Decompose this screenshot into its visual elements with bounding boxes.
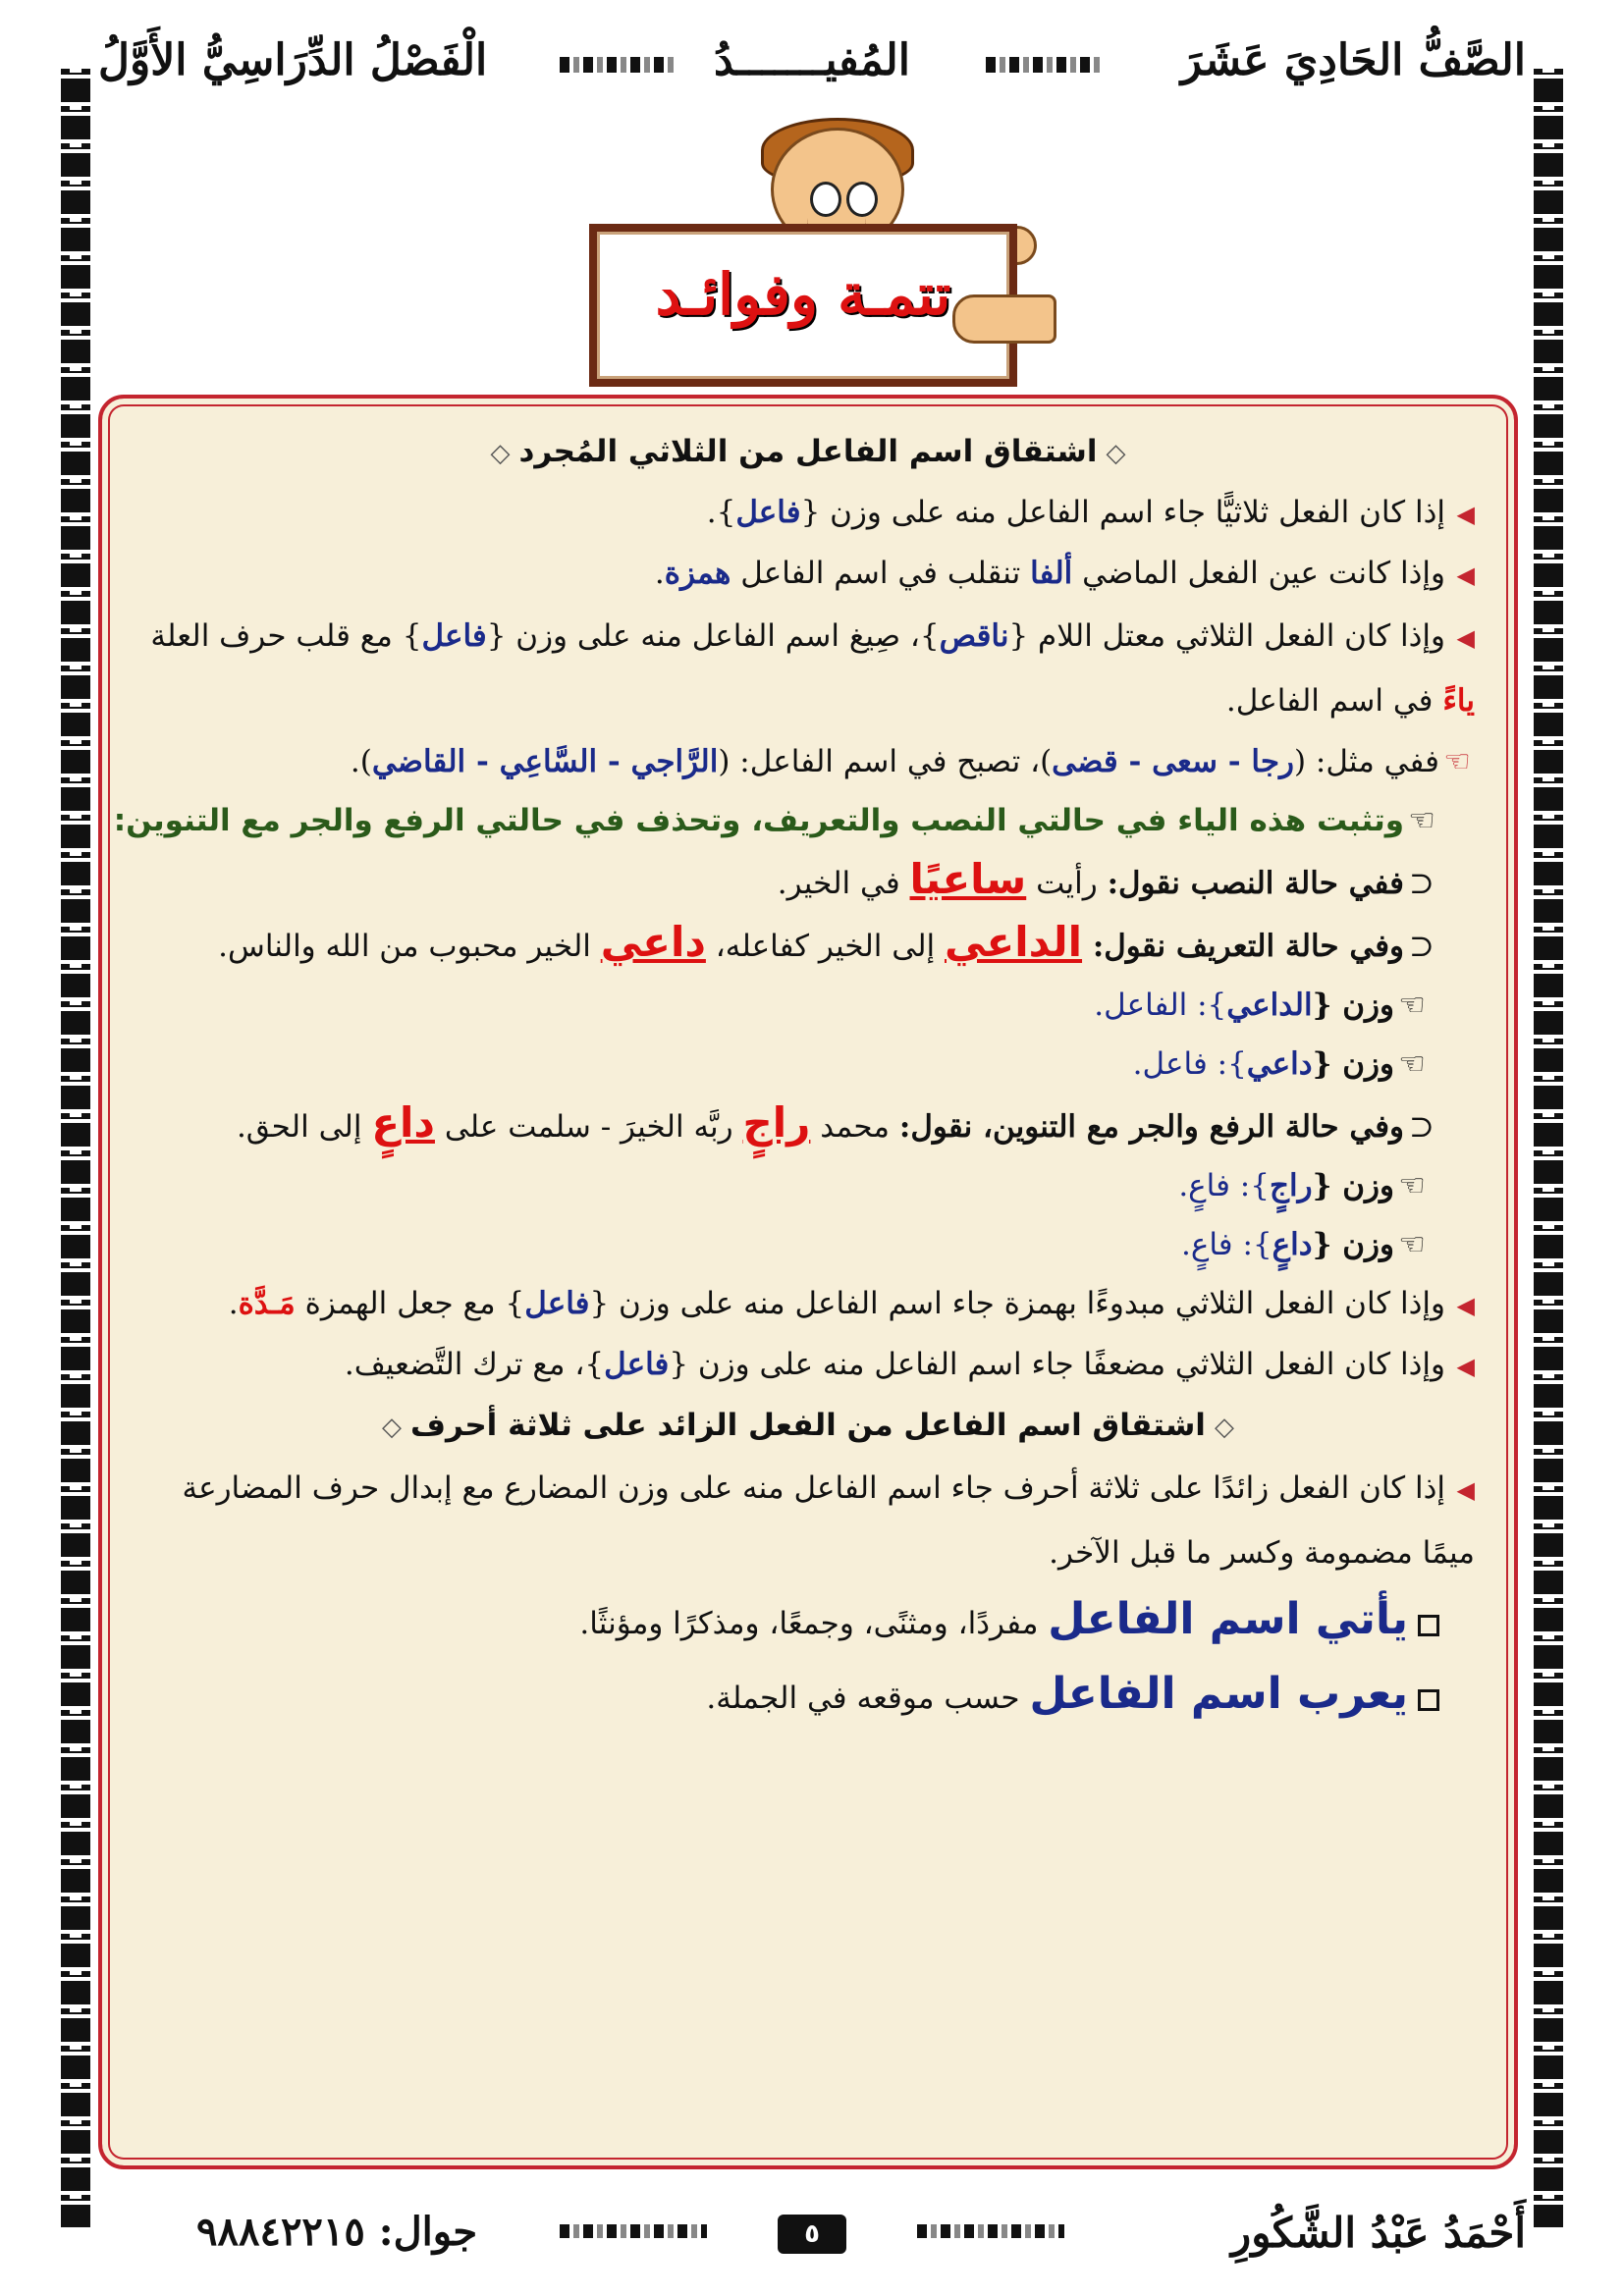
note-line: يعرب اسم الفاعل حسب موقعه في الجملة.	[141, 1659, 1475, 1734]
term-label: الْفَصْلُ الدِّرَاسِيُّ الأَوَّلُ	[98, 35, 488, 85]
pointing-hand-icon: ☜	[1398, 1227, 1426, 1262]
bullet-triangle-icon: ◀	[1456, 1476, 1475, 1504]
cartoon-eye	[810, 182, 841, 217]
title-badge	[589, 128, 1070, 373]
note-heading: ☜وتثبت هذه الياء في حالتي النصب والتعريف، وتحذف في حالتي الرفع والجر مع التنوين:	[141, 791, 1475, 850]
pointing-hand-icon: ☜	[1408, 803, 1435, 838]
note-line: يأتي اسم الفاعل مفردًا، ومثنًى، وجمعًا، ومذكرًا ومؤنثًا.	[141, 1584, 1475, 1659]
section-heading: ◇ اشتقاق اسم الفاعل من الثلاثي المُجرد ◇	[490, 434, 1126, 469]
rule-line: ◀وإذا كانت عين الفعل الماضي ألفا تنقلب في اسم الفاعل همزة.	[141, 544, 1475, 605]
wazn-line: ☜وزن {داعي}: فاعل.	[141, 1035, 1475, 1094]
page-footer	[98, 2209, 1526, 2268]
check-circle-icon: ⊂	[1409, 1109, 1435, 1145]
checkbox-icon	[1418, 1689, 1439, 1711]
diamond-icon: ◇	[490, 439, 519, 468]
example-line: ☜ففي مثل: (رجا - سعى - قضى)، تصبح في اسم الفاعل: (الرَّاجي - السَّاعِي - القاضي).	[141, 732, 1475, 791]
diamond-icon: ◇	[1097, 439, 1126, 468]
section-title: تتمـة وفوائـد	[655, 261, 951, 328]
case-line: ⊂ففي حالة النصب نقول: رأيت ساعيًا في الخير.	[141, 850, 1475, 913]
header-ornament	[986, 57, 1104, 73]
rule-line: ◀إذا كان الفعل ثلاثيًّا جاء اسم الفاعل منه على وزن {فاعل}.	[141, 483, 1475, 544]
diamond-icon: ◇	[382, 1413, 411, 1442]
wazn-line: ☜وزن {راجٍ}: فاعٍ.	[141, 1156, 1475, 1215]
section-heading: ◇ اشتقاق اسم الفاعل من الفعل الزائد على ثلاثة أحرف ◇	[382, 1408, 1234, 1443]
rule-line: ◀وإذا كان الفعل الثلاثي مبدوءًا بهمزة جاء اسم الفاعل منه على وزن {فاعل} مع جعل الهمزة مَـدَّة.	[141, 1274, 1475, 1335]
wazn-line: ☜وزن {الداعي}: الفاعل.	[141, 976, 1475, 1035]
case-line: ⊂وفي حالة الرفع والجر مع التنوين، نقول: محمد راجٍ ربَّه الخيرَ - سلمت على داعٍ إلى الحق.	[141, 1094, 1475, 1156]
pointing-hand-icon: ☜	[1443, 744, 1471, 779]
rule-line: ◀وإذا كان الفعل الثلاثي معتل اللام {ناقص}، صِيغ اسم الفاعل منه على وزن {فاعل} مع قلب حرف العلة ياءً في اسم الفاعل.	[141, 605, 1475, 732]
bullet-triangle-icon: ◀	[1456, 624, 1475, 652]
page-header	[98, 29, 1526, 88]
rule-line: ◀وإذا كان الفعل الثلاثي مضعفًا جاء اسم الفاعل منه على وزن {فاعل}، مع ترك التَّضعيف.	[141, 1335, 1475, 1396]
phone-number: جوال: ٩٨٨٤٢٢١٥	[196, 2209, 478, 2255]
footer-ornament	[560, 2224, 707, 2238]
content-box	[98, 395, 1518, 2169]
wazn-line: ☜وزن {داعٍ}: فاعٍ.	[141, 1215, 1475, 1274]
checkbox-icon	[1418, 1615, 1439, 1636]
bullet-triangle-icon: ◀	[1456, 1353, 1475, 1380]
check-circle-icon: ⊂	[1409, 866, 1435, 901]
pointing-hand-icon: ☜	[1398, 988, 1426, 1023]
diamond-icon: ◇	[1205, 1413, 1234, 1442]
author-name: أَحْمَدُ عَبْدُ الشَّكُورِ	[1230, 2209, 1526, 2257]
bullet-triangle-icon: ◀	[1456, 501, 1475, 528]
footer-ornament	[917, 2224, 1064, 2238]
pointing-hand-icon: ☜	[1398, 1168, 1426, 1203]
pointing-hand-icon	[952, 294, 1056, 344]
page-border-right	[1534, 69, 1563, 2227]
rule-line: ◀إذا كان الفعل زائدًا على ثلاثة أحرف جاء اسم الفاعل منه على وزن المضارع مع إبدال حرف المضارعة ميمًا مضمومة وكسر ما قبل الآخر.	[141, 1457, 1475, 1584]
grade-label: الصَّفُّ الحَادِيَ عَشَرَ	[1180, 35, 1526, 85]
page-border-left	[61, 69, 90, 2227]
header-ornament	[560, 57, 677, 73]
bullet-triangle-icon: ◀	[1456, 1292, 1475, 1319]
bullet-triangle-icon: ◀	[1456, 561, 1475, 589]
case-line: ⊂وفي حالة التعريف نقول: الداعي إلى الخير كفاعله، داعي الخير محبوب من الله والناس.	[141, 913, 1475, 976]
page-number: ٥	[778, 2215, 846, 2254]
cartoon-eye	[846, 182, 878, 217]
book-title: المُفيـــــــدُ	[714, 35, 910, 85]
pointing-hand-icon: ☜	[1398, 1046, 1426, 1082]
title-board	[589, 224, 1017, 387]
check-circle-icon: ⊂	[1409, 929, 1435, 964]
